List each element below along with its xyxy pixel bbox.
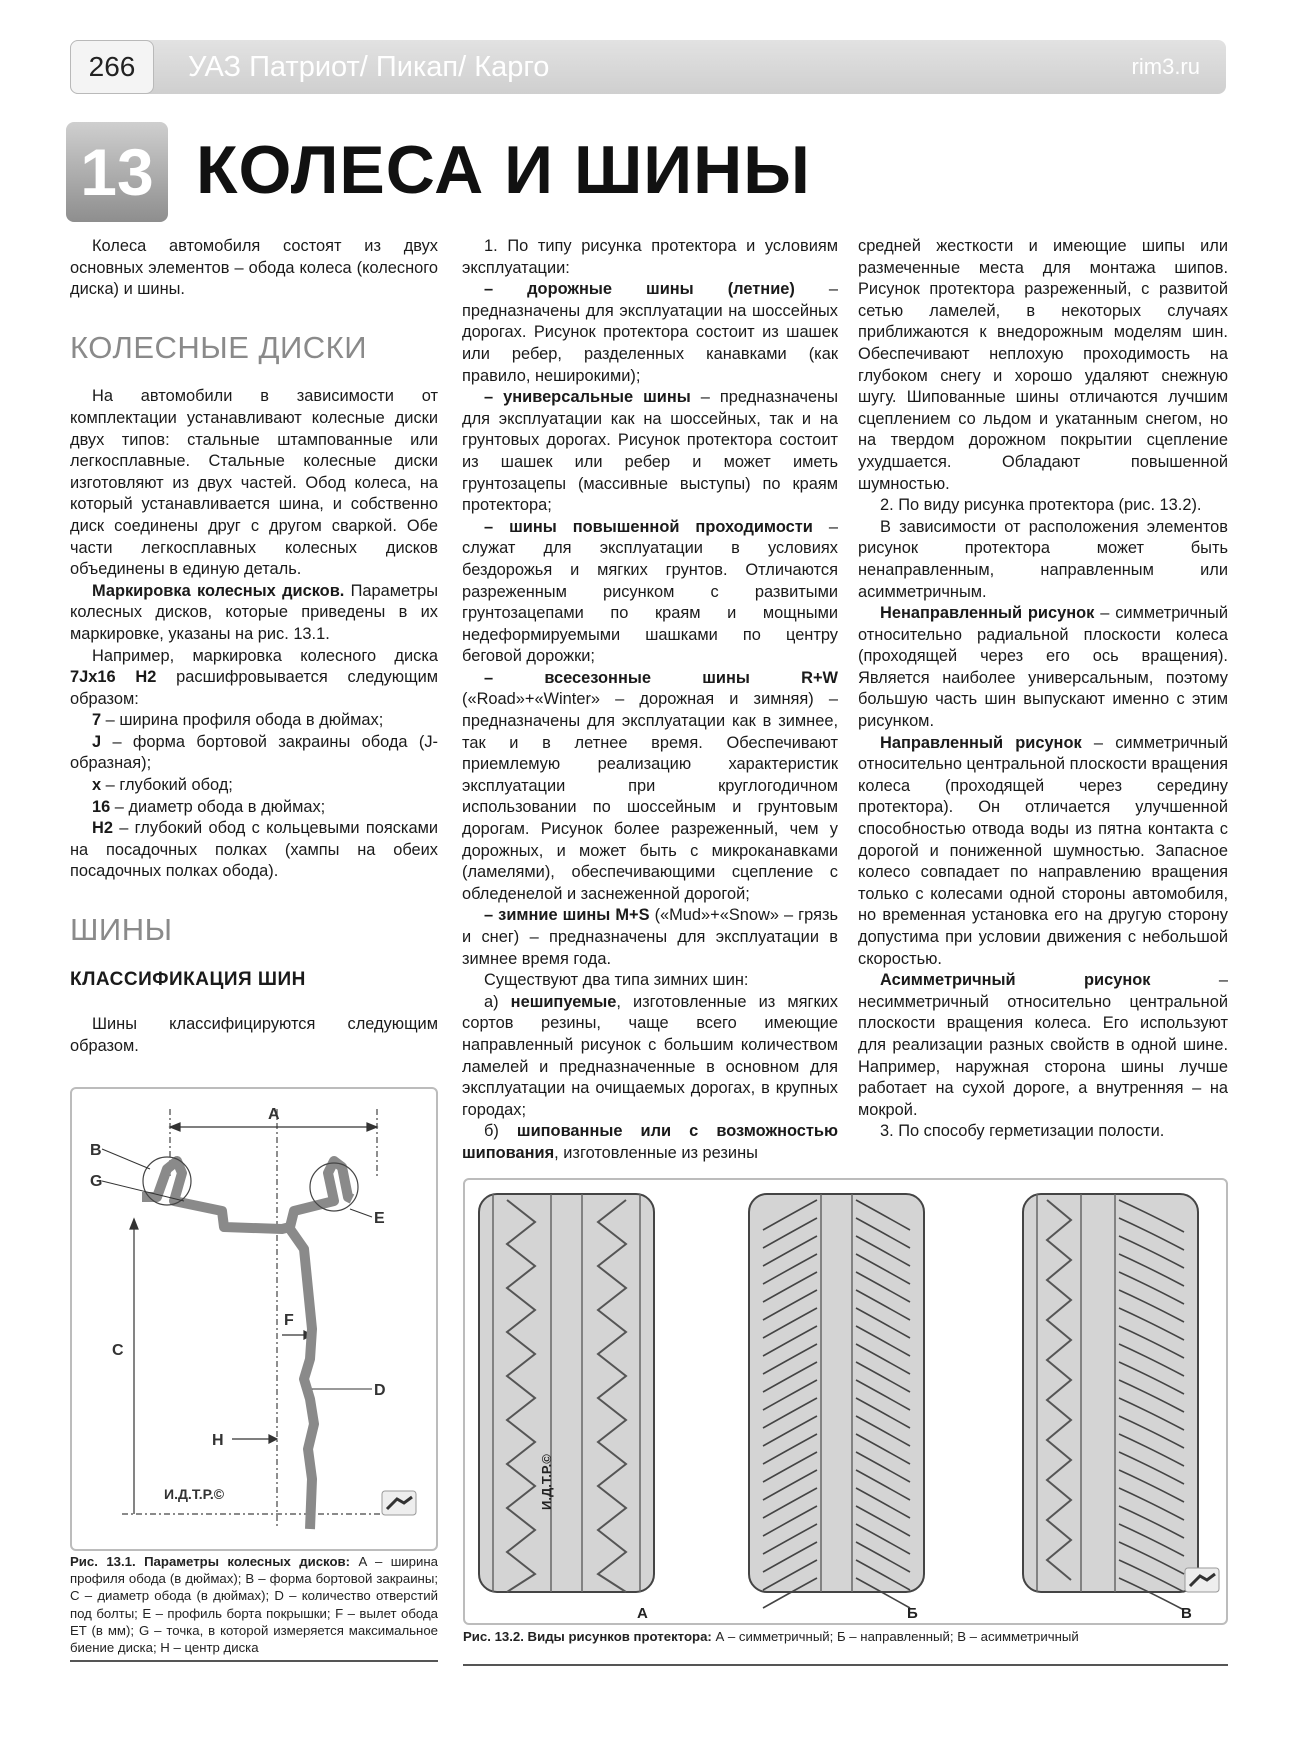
item-prefix: а) <box>484 992 511 1011</box>
wheel-profile-diagram <box>72 1089 436 1549</box>
label-e: E <box>374 1210 385 1227</box>
figure-1-caption <box>70 1553 438 1656</box>
label-a: A <box>268 1106 280 1123</box>
caption-rule <box>463 1664 1228 1666</box>
marking-item-7 <box>70 710 438 732</box>
marking-text: Параметры колесных дисков, которые приведены в их маркировке, указаны на рис. 13.1. <box>70 581 438 643</box>
continuation-paragraph: средней жесткости и имеющие шипы или размеченные места для монтажа шипов. Рисунок протектора разреженный, с развитой сетью ламелей, в некоторых случаях приближаются к внедорожным моделям шин. Обеспечивают неплохую проходимость на глубоком снегу и хорошо удаляют снежную шугу. Шипованные шины отличаются лучшим сцеплением со льдом и укатанным снегом, но на твердом дорожном покрытии сцепление ухудшается. Обладают повышенной шумностью. <box>858 237 1228 493</box>
label-g: G <box>90 1173 103 1190</box>
pattern-intro-paragraph: В зависимости от расположения элементов рисунок протектора может быть ненаправленным, направленным или асимметричным. <box>858 517 1228 601</box>
column-3 <box>858 236 1228 1143</box>
item-term: – зимние шины M+S <box>484 906 650 925</box>
marking-item-h2 <box>70 818 438 883</box>
marking-item-text: – глубокий обод; <box>101 776 233 795</box>
example-text-1: Например, маркировка колесного диска <box>92 646 438 665</box>
marking-paragraph <box>70 581 438 646</box>
pattern-paragraph: 2. По виду рисунка протектора (рис. 13.2). <box>880 496 1202 515</box>
item-text: – предназначены для эксплуатации на шоссейных дорогах. Рисунок протектора состоит из шашек или ребер, разделенных канавками (как правило, неширокими); <box>462 280 838 385</box>
caption-title: Рис. 13.1. Параметры колесных дисков: <box>70 1554 351 1569</box>
offroad-tires-item <box>462 517 838 668</box>
section-heading-disks: КОЛЕСНЫЕ ДИСКИ <box>70 329 368 365</box>
item-term: Направленный рисунок <box>880 733 1082 752</box>
marking-item-term: 16 <box>92 797 111 816</box>
marking-item-x <box>70 775 438 797</box>
marking-item-text: – форма бортовой закраины обода (J-образная); <box>70 732 438 773</box>
universal-tires-item <box>462 387 838 517</box>
nondirectional-item <box>858 603 1228 733</box>
marking-item-term: H2 <box>92 819 113 838</box>
asymmetric-item <box>858 970 1228 1121</box>
chapter-title: КОЛЕСА И ШИНЫ <box>196 132 811 208</box>
item-term: – шины повышенной проходимости <box>484 517 813 536</box>
figure-wheel-parameters <box>70 1087 438 1551</box>
book-title: УАЗ Патриот/ Пикап/ Карго <box>188 51 550 83</box>
item-term: Ненаправленный рисунок <box>880 604 1095 623</box>
label-c: C <box>112 1342 124 1359</box>
section-heading-tires: ШИНЫ <box>70 912 173 948</box>
item-text: – симметричный относительно радиальной плоскости колеса (проходящей через его ось вращения). Является наиболее универсальным, поэтому большую часть шин выпускают именно с этим рисунком. <box>858 604 1228 731</box>
site-url: rim3.ru <box>1131 54 1200 79</box>
column-2 <box>462 236 838 1165</box>
item-text: («Mud»+«Snow» – грязь и снег) – предназначены для эксплуатации в зимнее время года. <box>462 906 839 968</box>
item-term: шипованные или с возможностью шипования <box>462 1122 838 1162</box>
item-text: , изготовленные из резины <box>554 1143 758 1162</box>
marking-item-16 <box>70 797 438 819</box>
item-term: – дорожные шины (летние) <box>484 280 795 299</box>
directional-item <box>858 733 1228 971</box>
disks-paragraph: На автомобили в зависимости от комплектации устанавливают колесные диски двух типов: стальные штампованные или легкосплавные. Стальные колесные диски изготовляют из двух частей. Обод колеса, на который устанавливается шина, и собственно диск соединены друг с другом сваркой. Обе части легкосплавных колесных дисков объединены в единую деталь. <box>70 387 438 579</box>
marking-item-term: J <box>92 732 102 751</box>
caption-title: Рис. 13.2. Виды рисунков протектора: <box>463 1629 712 1644</box>
tread-label-c: В <box>1181 1605 1192 1622</box>
winter-types-paragraph: Существуют два типа зимних шин: <box>484 971 749 990</box>
item-term: нешипуемые <box>510 992 617 1011</box>
example-text-2: расшифровывается следующим образом: <box>70 668 439 708</box>
disk-profile <box>290 1229 314 1529</box>
column-1 <box>70 236 438 1057</box>
item-text: – предназначены для эксплуатации как на шоссейных, так и на грунтовых дорогах. Рисунок протектора состоит из шашек или ребер и может иметь грунтозацепы (массивные выступы) по краям протектора; <box>462 388 839 515</box>
example-code: 7Jx16 H2 <box>70 668 157 687</box>
item-text: («Road»+«Winter» – дорожная и зимняя) – предназначены для эксплуатации как в зимнее, так и в летнее время. Обеспечивают приемлемую реализацию характеристик эксплуатации при круглогодичном использовании по шоссейным и грунтовым дорогам. Рисунок более разреженный, чем у дорожных, и может быть с микроканавками (ламелями), обеспечивающими сцепление с обледенелой и заснеженной дорогой; <box>462 690 838 903</box>
subheading-classification: КЛАССИФИКАЦИЯ ШИН <box>70 968 306 990</box>
item-term: – универсальные шины <box>484 388 691 407</box>
page-header <box>70 40 1226 94</box>
road-tires-item <box>462 279 838 387</box>
tread-label-b: Б <box>907 1605 918 1622</box>
logo-icon <box>382 1491 416 1515</box>
item-text: – симметричный относительно центральной плоскости вращения колеса (проходящей через середину протектора). Он отличается улучшенной способностью отвода воды из пятна контакта с дорогой и пониженной шумностью. Запасное колесо совпадает по направлению вращения только с колесами одной стороны автомобиля, но временная установка его на другую сторону допустима при условии движения с небольшой скоростью. <box>858 733 1228 968</box>
marking-item-j <box>70 732 438 775</box>
chapter-number: 13 <box>66 122 168 222</box>
item-text: – служат для эксплуатации в условиях бездорожья и мягких грунтов. Отличаются разреженным рисунком с развитыми грунтозацепами по краям и мощными недеформируемыми шашками по центру беговой дорожки; <box>462 517 838 666</box>
marking-item-text: – ширина профиля обода в дюймах; <box>101 711 384 730</box>
label-d: D <box>374 1382 386 1399</box>
allseason-tires-item <box>462 668 838 906</box>
item-term: – всесезонные шины R+W <box>484 668 838 687</box>
figure-2-caption <box>463 1628 1228 1645</box>
figure-tread-patterns <box>463 1178 1228 1625</box>
type-paragraph: 1. По типу рисунка протектора и условиям эксплуатации: <box>462 237 838 277</box>
item-text: , изготовленные из мягких сортов резины, чаще всего имеющие направленный рисунок с большим количеством ламелей и предназначенные в основном для эксплуатации на очищаемых дорогах, в крупных городах; <box>462 992 838 1119</box>
tread-patterns-diagram <box>465 1180 1226 1623</box>
caption-rule <box>70 1660 438 1662</box>
caption-text: А – симметричный; Б – направленный; В – асимметричный <box>711 1629 1079 1644</box>
winter-type-a <box>462 992 838 1122</box>
tread-label-a: А <box>637 1605 648 1622</box>
intro-paragraph: Колеса автомобиля состоят из двух основных элементов – обода колеса (колесного диска) и шины. <box>70 237 438 299</box>
marking-item-term: 7 <box>92 711 102 730</box>
winter-tires-item <box>462 905 838 970</box>
label-f: F <box>284 1312 294 1329</box>
item-text: – несимметричный относительно центральной плоскости вращения колеса. Его используют для реализации разных свойств в одной шине. Например, наружная сторона шины лучше работает на сухой дороге, а внутренняя – на мокрой. <box>858 971 1229 1119</box>
label-b: B <box>90 1142 102 1159</box>
sealing-paragraph: 3. По способу герметизации полости. <box>880 1122 1165 1141</box>
marking-item-text: – глубокий обод с кольцевыми поясками на посадочных полках (хампы на обеих посадочных полках обода). <box>70 819 438 881</box>
marking-item-term: x <box>92 776 102 795</box>
label-h: H <box>212 1432 224 1449</box>
classification-paragraph: Шины классифицируются следующим образом. <box>70 1015 438 1055</box>
item-prefix: б) <box>484 1122 517 1141</box>
marking-item-text: – диаметр обода в дюймах; <box>110 797 326 816</box>
tread-symmetric <box>479 1194 654 1592</box>
example-paragraph <box>70 646 438 711</box>
page-number: 266 <box>70 40 154 94</box>
rim-profile <box>142 1161 352 1229</box>
item-term: Асимметричный рисунок <box>880 971 1151 990</box>
logo-icon <box>1185 1568 1219 1592</box>
marking-term: Маркировка колесных дисков. <box>92 581 345 600</box>
winter-type-b <box>462 1121 838 1164</box>
tread-asymmetric <box>1023 1194 1198 1610</box>
watermark: И.Д.Т.Р.© <box>539 1454 554 1510</box>
caption-text: A – ширина профиля обода (в дюймах); B – форма бортовой закраины; C – диаметр обода (в дюймах); D – количество отверстий под болты; E – профиль борта покрышки; F – вылет обода ET (в мм); G – точка, в которой измеряется максимальное биение диска; H – центр диска <box>70 1554 438 1656</box>
watermark: И.Д.Т.Р.© <box>164 1486 225 1502</box>
tread-directional <box>749 1194 924 1608</box>
